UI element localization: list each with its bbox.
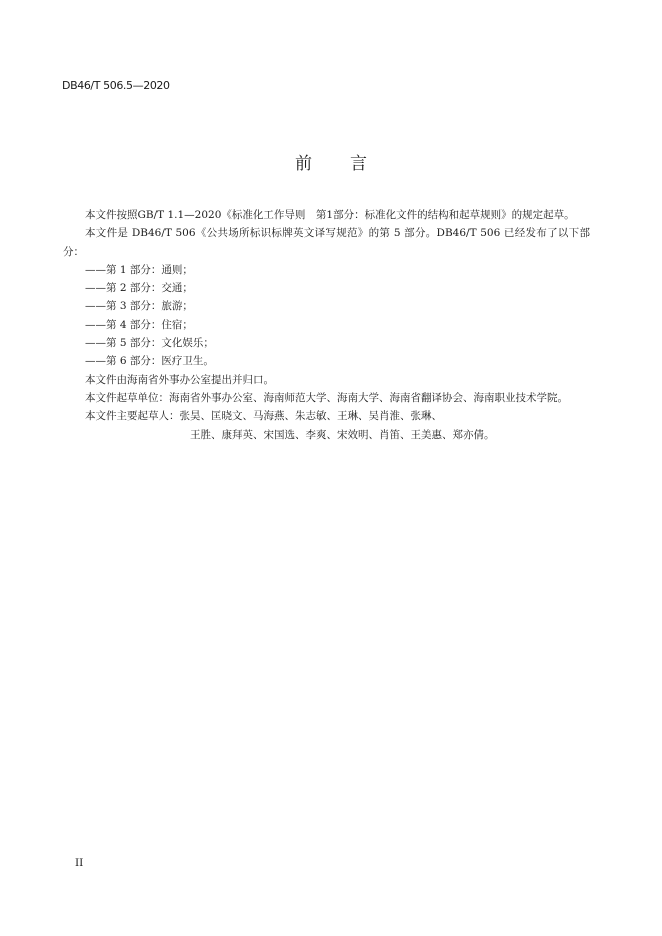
paragraph-series-info: 本文件是 DB46/T 506《公共场所标识标牌英文译写规范》的第 5 部分。DB46/T 506 已经发布了以下部分： [63, 227, 590, 258]
page-number: II [75, 857, 84, 869]
drafters-names-1: 张昊、匡晓文、马海燕、朱志敏、王琳、吴肖淮、张琳、 [179, 410, 442, 423]
drafters-line-1 [63, 407, 590, 425]
title-char-2: 言 [350, 154, 367, 174]
list-item: ——第 1 部分：通则； [85, 263, 193, 276]
title-char-1: 前 [295, 154, 312, 174]
paragraph-drafting-units: 本文件起草单位：海南省外事办公室、海南师范大学、海南大学、海南省翻译协会、海南职业技术学院。 [85, 391, 568, 404]
section-title [0, 149, 662, 174]
paragraph-drafting-basis: 本文件按照GB/T 1.1—2020《标准化工作导则 第1部分：标准化文件的结构和起草规则》的规定起草。 [85, 209, 575, 221]
list-item: ——第 4 部分：住宿； [85, 318, 193, 331]
list-item: ——第 3 部分：旅游； [85, 300, 193, 313]
drafters-line-2: 王胜、康拜英、宋国选、李爽、宋效明、肖笛、王美惠、郑亦倩。 [190, 428, 495, 441]
list-item: ——第 5 部分：文化娱乐； [85, 337, 214, 350]
drafters-label: 本文件主要起草人： [85, 410, 180, 423]
foreword-body [63, 206, 590, 444]
paragraph-proposer: 本文件由海南省外事办公室提出并归口。 [85, 373, 274, 386]
list-item: ——第 6 部分：医疗卫生。 [85, 355, 214, 368]
standard-code: DB46/T 506.5—2020 [62, 79, 170, 92]
list-item: ——第 2 部分：交通； [85, 282, 193, 295]
